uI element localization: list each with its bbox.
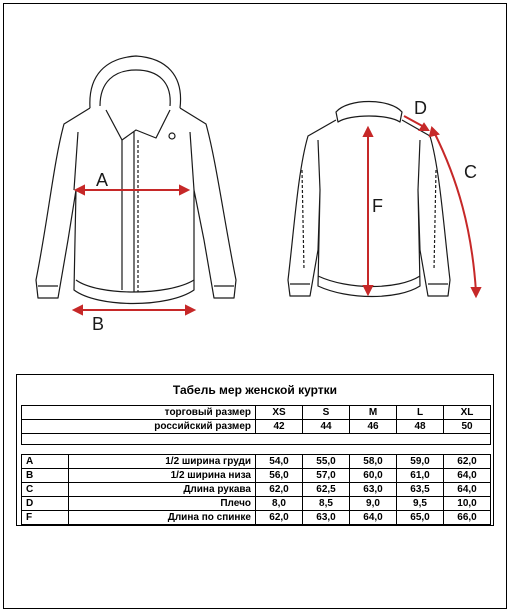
value-cell: 57,0 — [303, 469, 350, 483]
size-cell: L — [397, 406, 444, 420]
size-cell: XS — [256, 406, 303, 420]
trade-size-row — [22, 406, 491, 420]
row-code: D — [22, 497, 69, 511]
value-cell: 8,5 — [303, 497, 350, 511]
gap-cell — [22, 445, 491, 455]
value-cell: 59,0 — [397, 455, 444, 469]
label-f: F — [372, 196, 383, 216]
size-table-grid — [21, 405, 491, 525]
value-cell: 62,0 — [256, 511, 303, 525]
size-chart — [16, 374, 494, 526]
value-cell: 64,0 — [350, 511, 397, 525]
gap-row — [22, 445, 491, 455]
ru-size-label: российский размер — [22, 420, 256, 434]
measure-b — [74, 306, 194, 314]
spacer-row — [22, 434, 491, 445]
value-cell: 66,0 — [444, 511, 491, 525]
row-name: Плечо — [69, 497, 256, 511]
measure-a — [76, 186, 188, 194]
size-cell: S — [303, 406, 350, 420]
table-row — [22, 455, 491, 469]
value-cell: 9,0 — [350, 497, 397, 511]
table-row — [22, 511, 491, 525]
row-name: 1/2 ширина низа — [69, 469, 256, 483]
table-row — [22, 483, 491, 497]
value-cell: 55,0 — [303, 455, 350, 469]
label-b: B — [92, 314, 105, 334]
value-cell: 63,0 — [303, 511, 350, 525]
label-a: A — [96, 170, 109, 190]
value-cell: 61,0 — [397, 469, 444, 483]
table-row — [22, 497, 491, 511]
value-cell: 54,0 — [256, 455, 303, 469]
value-cell: 8,0 — [256, 497, 303, 511]
jacket-svg — [18, 40, 494, 340]
row-code: A — [22, 455, 69, 469]
row-code: C — [22, 483, 69, 497]
trade-size-label: торговый размер — [22, 406, 256, 420]
value-cell: 63,0 — [350, 483, 397, 497]
ru-size-cell: 44 — [303, 420, 350, 434]
value-cell: 65,0 — [397, 511, 444, 525]
value-cell: 58,0 — [350, 455, 397, 469]
label-d: D — [414, 98, 427, 118]
ru-size-cell: 50 — [444, 420, 491, 434]
ru-size-row — [22, 420, 491, 434]
ru-size-cell: 46 — [350, 420, 397, 434]
table-title: Табель мер женской куртки — [172, 383, 338, 397]
measure-f — [364, 128, 372, 294]
value-cell: 63,5 — [397, 483, 444, 497]
value-cell: 10,0 — [444, 497, 491, 511]
row-code: B — [22, 469, 69, 483]
value-cell: 62,0 — [256, 483, 303, 497]
row-name: Длина рукава — [69, 483, 256, 497]
size-cell: M — [350, 406, 397, 420]
value-cell: 64,0 — [444, 483, 491, 497]
value-cell: 9,5 — [397, 497, 444, 511]
value-cell: 62,0 — [444, 455, 491, 469]
jacket-technical-drawing — [18, 40, 494, 340]
jacket-front — [36, 56, 236, 304]
row-name: Длина по спинке — [69, 511, 256, 525]
size-cell: XL — [444, 406, 491, 420]
ru-size-cell: 48 — [397, 420, 444, 434]
measure-c — [430, 128, 480, 296]
row-code: F — [22, 511, 69, 525]
label-c: C — [464, 162, 477, 182]
value-cell: 62,5 — [303, 483, 350, 497]
table-row — [22, 469, 491, 483]
value-cell: 60,0 — [350, 469, 397, 483]
value-cell: 64,0 — [444, 469, 491, 483]
row-name: 1/2 ширина груди — [69, 455, 256, 469]
value-cell: 56,0 — [256, 469, 303, 483]
spacer-cell — [22, 434, 491, 445]
ru-size-cell: 42 — [256, 420, 303, 434]
